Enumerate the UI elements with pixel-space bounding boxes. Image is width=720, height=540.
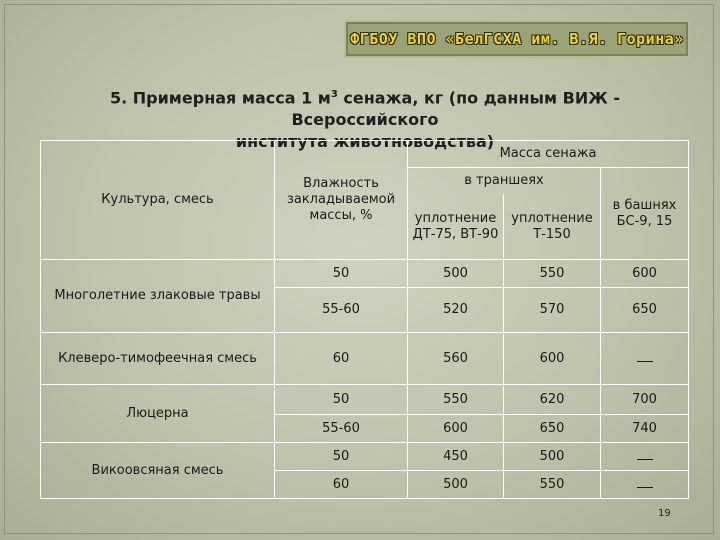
cell-mass-tower [601, 471, 689, 499]
table-row [41, 443, 689, 471]
institution-banner [346, 22, 688, 56]
title-line-1-rest: сенажа, кг (по данным ВИЖ - Всероссийского [291, 88, 621, 130]
cell-mass-t150: 650 [504, 415, 601, 443]
cell-mass-tower: 650 [601, 288, 689, 333]
cell-humidity: 55-60 [275, 415, 408, 443]
page-number: 19 [658, 508, 671, 519]
cell-mass-dt: 500 [408, 260, 504, 288]
cell-mass-tower: 700 [601, 385, 689, 415]
cell-mass-tower: 740 [601, 415, 689, 443]
cell-mass-t150: 500 [504, 443, 601, 471]
title-line-1-text: 5. Примерная масса 1 м [109, 88, 331, 108]
cell-humidity: 50 [275, 260, 408, 288]
cell-mass-t150: 600 [504, 333, 601, 385]
cell-mass-dt: 450 [408, 443, 504, 471]
title-superscript: 3 [330, 89, 338, 100]
cell-humidity: 55-60 [275, 288, 408, 333]
silage-mass-table [40, 140, 689, 499]
cell-mass-dt: 520 [408, 288, 504, 333]
title-line-1 [40, 84, 690, 131]
cell-mass-dt: 600 [408, 415, 504, 443]
cell-mass-t150: 620 [504, 385, 601, 415]
header-towers: в башнях БС-9, 15 [601, 168, 689, 260]
cell-mass-dt: 550 [408, 385, 504, 415]
cell-humidity: 60 [275, 333, 408, 385]
cell-humidity: 50 [275, 385, 408, 415]
header-humidity: Влажность закладываемой массы, % [275, 141, 408, 260]
header-trench: в траншеях [408, 168, 601, 194]
cell-mass-t150: 550 [504, 260, 601, 288]
cell-humidity: 50 [275, 443, 408, 471]
cell-mass-t150: 570 [504, 288, 601, 333]
table-row [41, 385, 689, 415]
cell-mass-tower [601, 333, 689, 385]
title-line-2: института животноводства) [235, 132, 495, 152]
empty-dash [637, 449, 653, 460]
cell-humidity: 60 [275, 471, 408, 499]
header-culture: Культура, смесь [41, 141, 275, 260]
cell-mass-tower: 600 [601, 260, 689, 288]
cell-mass-t150: 550 [504, 471, 601, 499]
cell-mass-dt: 500 [408, 471, 504, 499]
empty-dash [637, 351, 653, 362]
table-row [41, 333, 689, 385]
crop-alfalfa: Люцерна [41, 385, 275, 443]
crop-vetch: Викоовсяная смесь [41, 443, 275, 499]
cell-mass-dt: 560 [408, 333, 504, 385]
crop-clover: Клеверо-тимофеечная смесь [41, 333, 275, 385]
header-compaction-dt: уплотнение ДТ-75, ВТ-90 [408, 194, 504, 260]
crop-grasses: Многолетние злаковые травы [41, 260, 275, 333]
header-compaction-t150: уплотнение Т-150 [504, 194, 601, 260]
banner-text: ФГБОУ ВПО «БелГСХА им. В.Я. Горина» [350, 30, 684, 48]
cell-mass-tower [601, 443, 689, 471]
empty-dash [637, 477, 653, 488]
table-row [41, 260, 689, 288]
header-mass: Масса сенажа [408, 141, 689, 168]
